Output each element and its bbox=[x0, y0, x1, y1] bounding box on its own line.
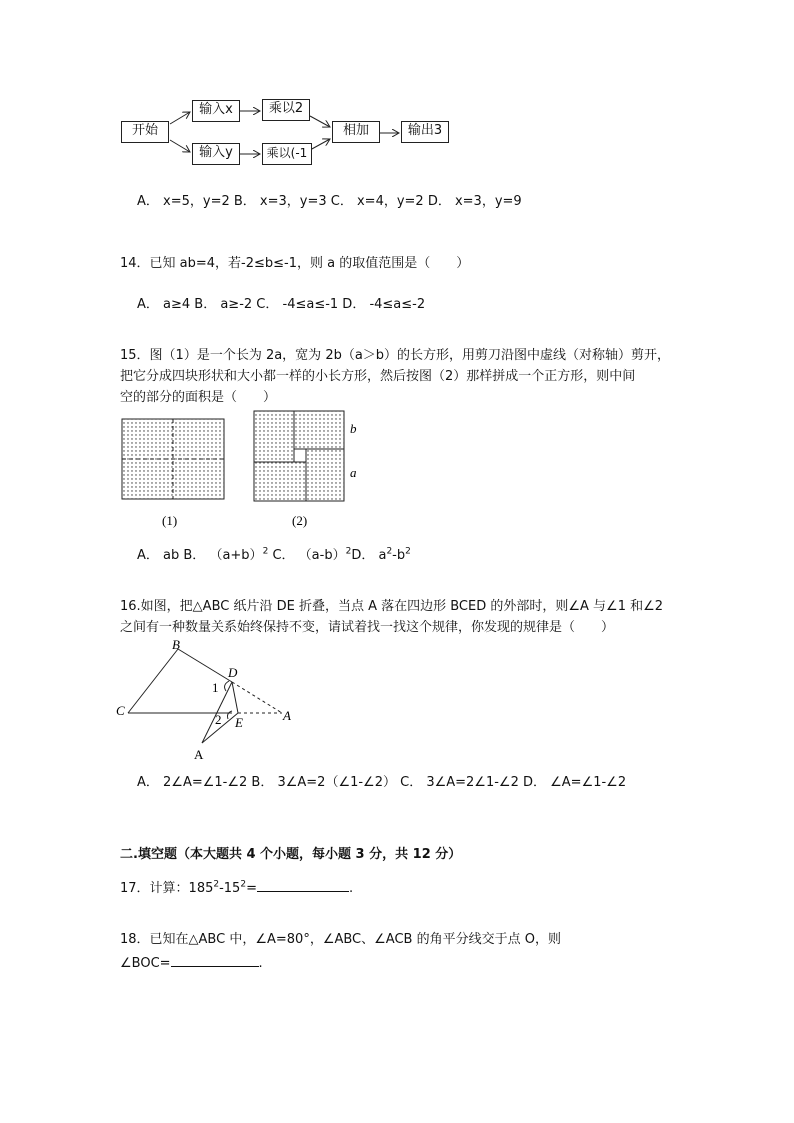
q15-opt-d-b: -b bbox=[392, 548, 406, 563]
q17-exp1: 2 bbox=[213, 879, 220, 890]
q15-opt-c: （a-b） bbox=[298, 548, 346, 563]
q15-opt-c-prefix: C． bbox=[272, 548, 295, 563]
arrow-mult-neg1-to-add bbox=[310, 139, 330, 150]
arrow-start-to-input-y bbox=[170, 140, 190, 152]
flow-mult-2-box: 乘以2 bbox=[262, 99, 310, 121]
q16-stem-line2: 之间有一种数量关系始终保持不变，请试着找一找这个规律，你发现的规律是（ ） bbox=[120, 620, 615, 635]
q15-opt-d-a: a bbox=[378, 548, 387, 563]
flow-input-x-box: 输入x bbox=[192, 100, 240, 122]
q15-options bbox=[137, 546, 411, 566]
label-E: E bbox=[235, 715, 243, 730]
label-D: D bbox=[228, 665, 238, 680]
q15-stem-line3: 空的部分的面积是（ ） bbox=[120, 390, 277, 405]
angle-2-arc bbox=[228, 711, 233, 719]
q15-opt-d-exp1: 2 bbox=[386, 546, 393, 557]
seg-DE bbox=[232, 682, 238, 713]
q15-opt-a: A． ab B． bbox=[137, 548, 206, 563]
q15-opt-d-prefix: D． bbox=[351, 548, 375, 563]
arrow-mult-2-to-add bbox=[310, 116, 330, 127]
q17-answer-blank[interactable] bbox=[257, 877, 349, 892]
seg-DA-dashed bbox=[232, 682, 282, 713]
fig1-caption: (1) bbox=[162, 513, 178, 528]
label-A: A bbox=[283, 708, 291, 723]
label-A-prime: A bbox=[194, 747, 204, 762]
fig2-label-a: a bbox=[350, 465, 357, 480]
flow-output-box: 输出3 bbox=[401, 121, 449, 143]
fig2-label-b: b bbox=[350, 421, 357, 436]
seg-CB bbox=[128, 649, 178, 713]
q14-options: A． a≥4 B． a≥-2 C． -4≤a≤-1 D． -4≤a≤-2 bbox=[137, 297, 426, 312]
seg-BD bbox=[178, 649, 232, 682]
q17-end: . bbox=[348, 881, 354, 896]
q15-stem-line1: 15．图（1）是一个长为 2a，宽为 2b（a＞b）的长方形，用剪刀沿图中虚线（对称轴）剪开， bbox=[120, 348, 671, 363]
q15-opt-b: （a+b） bbox=[209, 548, 263, 563]
q17 bbox=[120, 877, 353, 899]
q18-end: . bbox=[258, 956, 263, 971]
q17-eq: = bbox=[246, 881, 257, 896]
q16-options: A． 2∠A=∠1-∠2 B． 3∠A=2（∠1-∠2） C． 3∠A=2∠1-∠2 D． ∠A=∠1-∠2 bbox=[137, 775, 627, 790]
label-C: C bbox=[116, 703, 125, 718]
flow-input-y-box: 输入y bbox=[192, 143, 240, 165]
flow-add-box: 相加 bbox=[332, 121, 380, 143]
label-angle-2: 2 bbox=[215, 712, 222, 727]
fig2-caption: (2) bbox=[292, 513, 308, 528]
label-B: B bbox=[172, 637, 180, 652]
q13-options: A． x=5，y=2 B． x=3，y=3 C． x=4，y=2 D． x=3，y=9 bbox=[137, 194, 522, 209]
q17-exp2: 2 bbox=[240, 879, 247, 890]
arrow-start-to-input-x bbox=[170, 112, 190, 124]
q15-figures bbox=[110, 405, 370, 535]
section2-title: 二.填空题（本大题共 4 个小题，每小题 3 分，共 12 分） bbox=[120, 847, 462, 862]
q15-opt-b-exp: 2 bbox=[262, 546, 269, 557]
fig2-center-hole bbox=[294, 449, 306, 462]
q15-opt-c-exp: 2 bbox=[345, 546, 352, 557]
q14-stem: 14．已知 ab=4，若-2≤b≤-1，则 a 的取值范围是（ ） bbox=[120, 256, 470, 271]
label-angle-1: 1 bbox=[212, 680, 219, 695]
q16-triangle-figure bbox=[110, 635, 310, 765]
flow-start-box: 开始 bbox=[121, 121, 169, 143]
q18-answer-blank[interactable] bbox=[171, 952, 259, 967]
flowchart-connectors bbox=[0, 0, 794, 180]
q18-line2 bbox=[120, 952, 263, 974]
flow-mult-neg1-box: 乘以(-1 bbox=[262, 143, 312, 165]
q17-prefix: 17．计算：185 bbox=[120, 881, 214, 896]
q15-opt-d-exp2: 2 bbox=[405, 546, 411, 557]
q16-stem-line1: 16.如图，把△ABC 纸片沿 DE 折叠，当点 A 落在四边形 BCED 的外部时，则∠A 与∠1 和∠2 bbox=[120, 599, 664, 614]
q17-mid: -15 bbox=[219, 881, 241, 896]
q18-line1: 18．已知在△ABC 中，∠A=80°，∠ABC、∠ACB 的角平分线交于点 O，则 bbox=[120, 932, 561, 947]
q18-prefix: ∠BOC= bbox=[120, 956, 171, 971]
q15-stem-line2: 把它分成四块形状和大小都一样的小长方形，然后按图（2）那样拼成一个正方形，则中间 bbox=[120, 369, 636, 384]
